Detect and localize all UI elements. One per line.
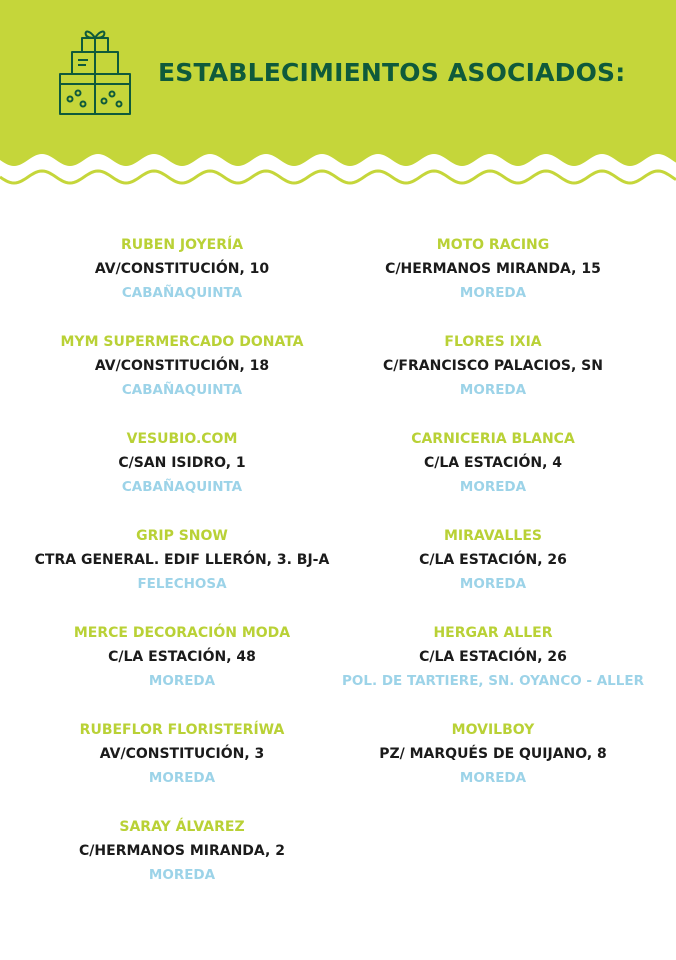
- establishment-address: AV/CONSTITUCIÓN, 18: [94, 358, 270, 374]
- establishment-address: CTRA GENERAL. EDIF LLERÓN, 3. BJ-A: [34, 552, 330, 568]
- establishment-name: SARAY ÁLVAREZ: [119, 819, 245, 835]
- establishment-entry: [13, 427, 351, 524]
- establishment-address: C/HERMANOS MIRANDA, 2: [79, 843, 285, 859]
- page-title: ESTABLECIMIENTOS ASOCIADOS:: [158, 58, 626, 87]
- establishment-entry: [13, 524, 351, 621]
- establishment-entry: [324, 330, 662, 427]
- establishment-town: MOREDA: [148, 770, 216, 786]
- establishment-name: CARNICERIA BLANCA: [411, 431, 575, 447]
- establishment-town: MOREDA: [459, 285, 527, 301]
- header-banner: [0, 0, 676, 200]
- establishment-entry: [13, 233, 351, 330]
- establishment-town: FELECHOSA: [137, 576, 227, 592]
- establishment-name: MERCE DECORACIÓN MODA: [73, 625, 291, 641]
- establishment-town: MOREDA: [459, 770, 527, 786]
- gift-boxes-icon: [56, 24, 136, 120]
- establishment-name: GRIP SNOW: [136, 528, 228, 544]
- establishment-name: MYM SUPERMERCADO DONATA: [60, 334, 304, 350]
- establishment-town: MOREDA: [148, 673, 216, 689]
- establishment-town: CABAÑAQUINTA: [121, 479, 243, 495]
- establishment-address: C/HERMANOS MIRANDA, 15: [385, 261, 601, 277]
- establishment-entry: [13, 815, 351, 912]
- establishment-address: C/SAN ISIDRO, 1: [118, 455, 246, 471]
- establishment-town: MOREDA: [459, 576, 527, 592]
- establishment-name: HERGAR ALLER: [433, 625, 553, 641]
- establishment-name: RUBEFLOR FLORISTERÍWA: [79, 722, 285, 738]
- establishment-entry: [324, 233, 662, 330]
- establishment-address: C/LA ESTACIÓN, 26: [419, 552, 567, 568]
- establishment-entry: [324, 718, 662, 815]
- left-column: [13, 233, 351, 912]
- establishment-entry: [324, 524, 662, 621]
- establishment-address: PZ/ MARQUÉS DE QUIJANO, 8: [379, 746, 607, 762]
- establishment-name: VESUBIO.COM: [126, 431, 238, 447]
- establishment-address: AV/CONSTITUCIÓN, 10: [94, 261, 270, 277]
- right-column: [324, 233, 662, 815]
- establishment-address: C/LA ESTACIÓN, 26: [419, 649, 567, 665]
- establishment-address: AV/CONSTITUCIÓN, 3: [99, 746, 265, 762]
- establishment-town: POL. DE TARTIERE, SN. OYANCO - ALLER: [342, 673, 644, 689]
- establishment-town: MOREDA: [459, 479, 527, 495]
- establishment-name: FLORES IXIA: [444, 334, 542, 350]
- establishment-entry: [324, 621, 662, 718]
- establishment-address: C/LA ESTACIÓN, 4: [424, 455, 562, 471]
- establishment-town: CABAÑAQUINTA: [121, 285, 243, 301]
- establishment-entry: [324, 427, 662, 524]
- establishment-town: MOREDA: [148, 867, 216, 883]
- establishment-name: RUBEN JOYERÍA: [120, 237, 244, 253]
- establishment-town: MOREDA: [459, 382, 527, 398]
- establishment-entry: [13, 330, 351, 427]
- establishment-name: MOVILBOY: [451, 722, 535, 738]
- establishment-address: C/FRANCISCO PALACIOS, SN: [383, 358, 603, 374]
- establishment-entry: [13, 621, 351, 718]
- establishment-address: C/LA ESTACIÓN, 48: [108, 649, 256, 665]
- establishment-town: CABAÑAQUINTA: [121, 382, 243, 398]
- establishment-name: MIRAVALLES: [443, 528, 542, 544]
- establishment-name: MOTO RACING: [436, 237, 550, 253]
- establishment-entry: [13, 718, 351, 815]
